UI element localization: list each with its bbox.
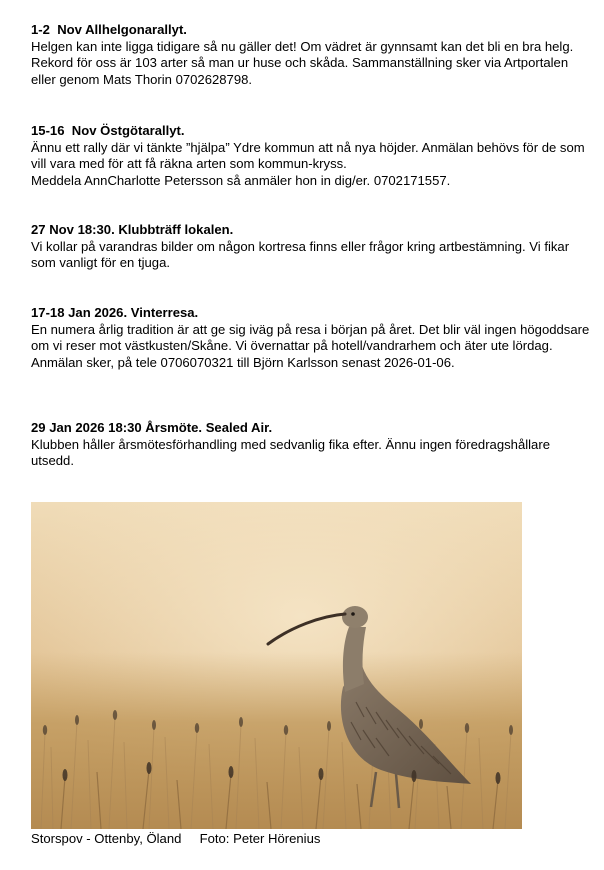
event-paragraph: Klubben håller årsmötesförhandling med sedvanlig fika efter. Ännu ingen föredragshållare utsedd. (31, 436, 550, 469)
event-klubbtraff (31, 222, 591, 272)
event-ostgotarallyt (31, 123, 591, 189)
curlew-photo (31, 502, 522, 829)
event-title: 27 Nov 18:30. Klubbträff lokalen. (31, 222, 234, 237)
event-allhelgonarallyt (31, 22, 591, 88)
event-title: 15-16 Nov Östgötarallyt. (31, 123, 185, 138)
photo-caption (31, 831, 320, 847)
caption-location: Storspov - Ottenby, Öland (31, 831, 182, 846)
event-paragraph: En numera årlig tradition är att ge sig iväg på resa i början på året. Det blir väl ingen högoddsare om vi reser mot västkusten/Skåne. Vi övernattar på hotell/vandrarhem och äter ute lördag. Anmälan sker, på tele 0706070321 till Björn Karlsson senast 2026-01-06. (31, 321, 590, 370)
event-body (31, 39, 591, 89)
event-body (31, 239, 591, 272)
event-title: 17-18 Jan 2026. Vinterresa. (31, 305, 199, 320)
event-paragraph: Vi kollar på varandras bilder om någon kortresa finns eller frågor kring artbestämning. Vi fikar som vanligt för en tjuga. (31, 238, 570, 271)
event-body (31, 437, 591, 470)
caption-credit: Foto: Peter Hörenius (199, 831, 321, 846)
event-body (31, 322, 591, 372)
event-paragraph: Meddela AnnCharlotte Petersson så anmäler hon in dig/er. 0702171557. (31, 172, 451, 188)
event-body (31, 140, 591, 190)
event-title: 1-2 Nov Allhelgonarallyt. (31, 22, 187, 37)
event-title: 29 Jan 2026 18:30 Årsmöte. Sealed Air. (31, 420, 273, 435)
event-arsmote (31, 420, 591, 470)
event-vinterresa (31, 305, 591, 371)
event-paragraph: Ännu ett rally där vi tänkte ”hjälpa” Ydre kommun att nå nya höjder. Anmälan behövs för de som vill vara med för att få räkna arten som kommun-kryss. (31, 139, 585, 172)
curlew-illustration (31, 502, 522, 829)
event-paragraph: Helgen kan inte ligga tidigare så nu gäller det! Om vädret är gynnsamt kan det bli en bra helg. Rekord för oss är 103 arter så man ur huse och skåda. Sammanställning sker via Artportalen eller genom Mats Thorin 0702628798. (31, 38, 574, 87)
